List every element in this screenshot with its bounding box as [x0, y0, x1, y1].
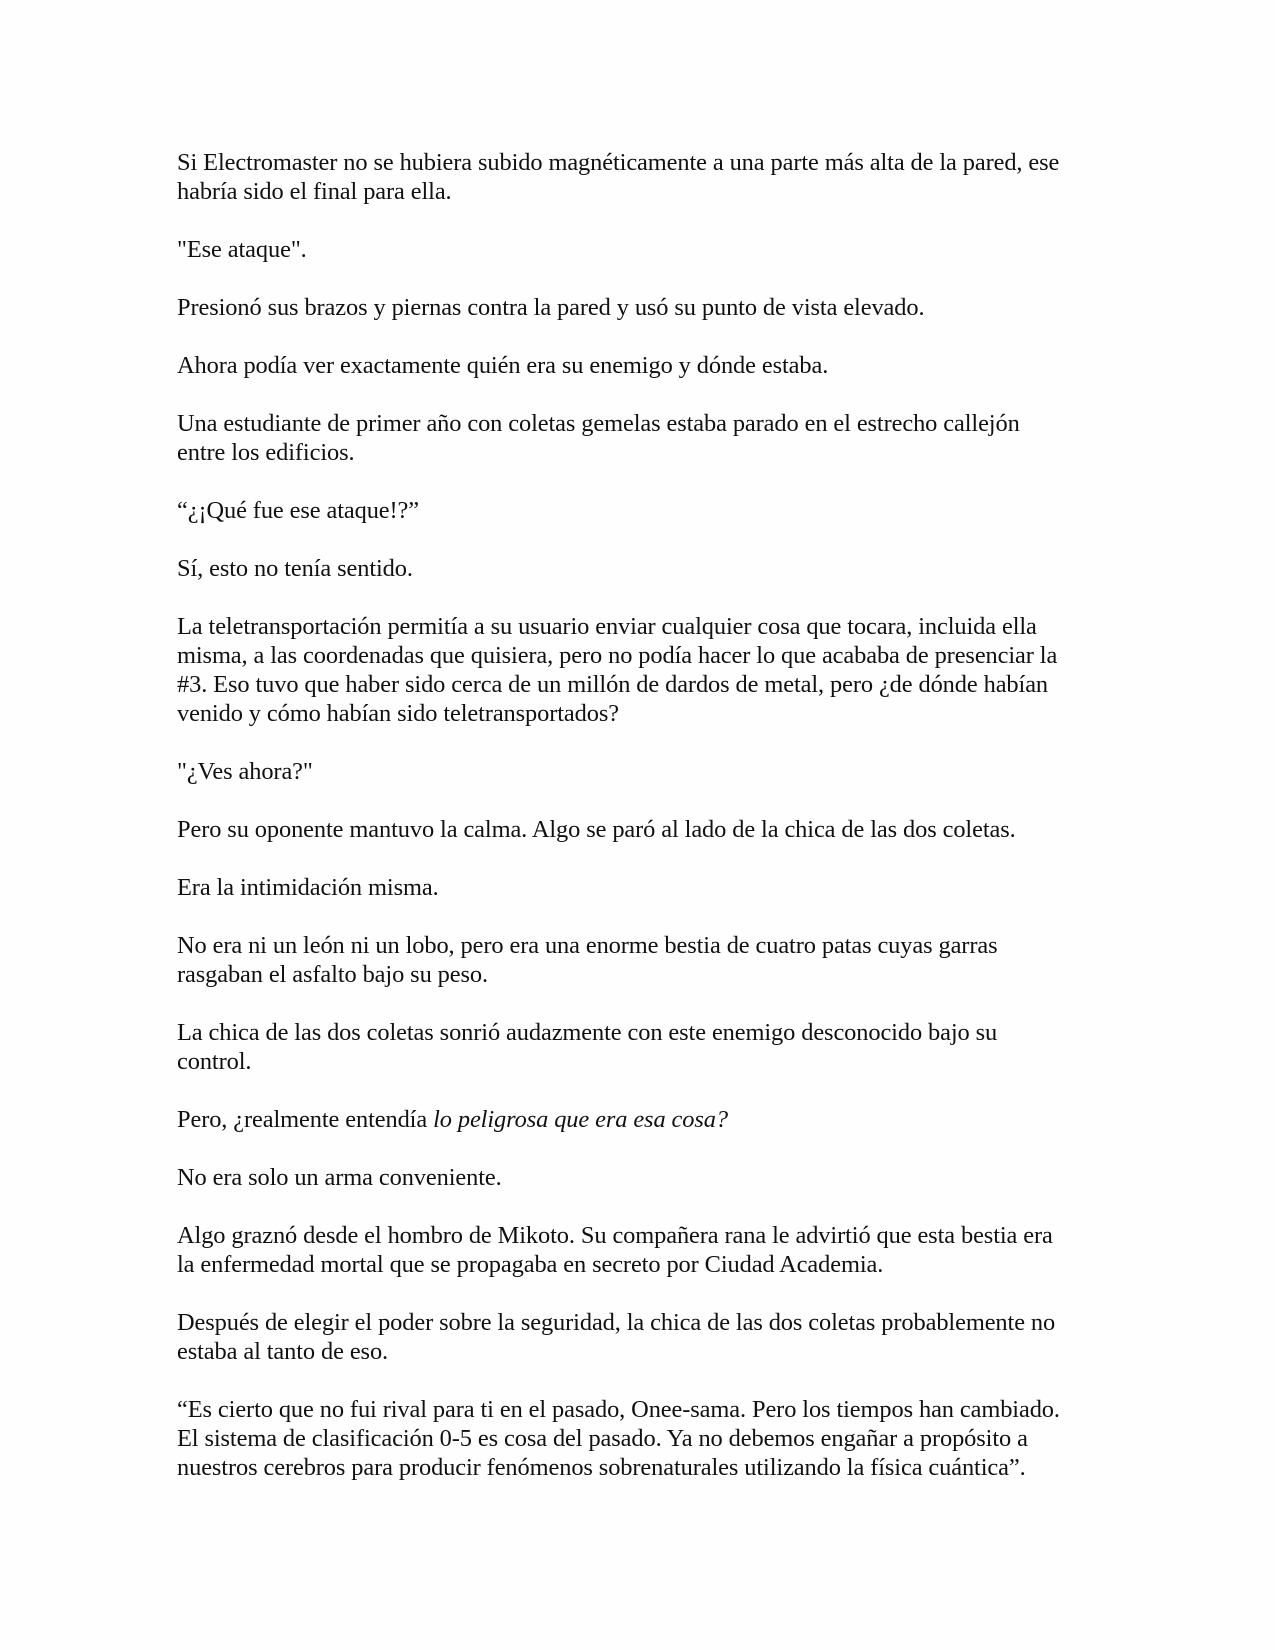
paragraph: [177, 409, 1107, 467]
text-line: "Ese ataque".: [177, 236, 307, 263]
paragraph: [177, 496, 1107, 525]
text-line: rasgaban el asfalto bajo su peso.: [177, 961, 488, 988]
text-line: habría sido el final para ella.: [177, 178, 452, 205]
text-line: No era ni un león ni un lobo, pero era una enorme bestia de cuatro patas cuyas garras: [177, 932, 998, 959]
paragraph: [177, 351, 1107, 380]
text-line: Después de elegir el poder sobre la seguridad, la chica de las dos coletas probablemente no: [177, 1309, 1056, 1336]
text-line: Ahora podía ver exactamente quién era su enemigo y dónde estaba.: [177, 352, 829, 379]
paragraph: [177, 612, 1107, 728]
paragraph: [177, 1105, 1107, 1134]
normal-text: Pero, ¿realmente entendía: [177, 1106, 434, 1133]
text-line: La chica de las dos coletas sonrió audazmente con este enemigo desconocido bajo su: [177, 1019, 998, 1046]
text-line: venido y cómo habían sido teletransportados?: [177, 700, 619, 727]
paragraph: [177, 815, 1107, 844]
text-line: Era la intimidación misma.: [177, 874, 439, 901]
text-line: control.: [177, 1048, 252, 1075]
text-line: La teletransportación permitía a su usuario enviar cualquier cosa que tocara, incluida ella: [177, 613, 1037, 640]
paragraph: [177, 1308, 1107, 1366]
paragraph: [177, 554, 1107, 583]
paragraph: [177, 873, 1107, 902]
paragraph: [177, 1018, 1107, 1076]
text-line: [177, 1105, 1107, 1134]
text-line: Algo graznó desde el hombro de Mikoto. Su compañera rana le advirtió que esta bestia era: [177, 1222, 1053, 1249]
paragraph: [177, 1163, 1107, 1192]
paragraph: [177, 757, 1107, 786]
text-line: Pero su oponente mantuvo la calma. Algo se paró al lado de la chica de las dos coletas.: [177, 816, 1016, 843]
text-line: misma, a las coordenadas que quisiera, pero no podía hacer lo que acababa de presenciar la: [177, 642, 1058, 669]
paragraph: [177, 931, 1107, 989]
paragraph: [177, 293, 1107, 322]
text-line: “Es cierto que no fui rival para ti en el pasado, Onee-sama. Pero los tiempos han cambiado.: [177, 1396, 1060, 1423]
italic-text: lo peligrosa que era esa cosa?: [433, 1106, 728, 1133]
text-line: nuestros cerebros para producir fenómenos sobrenaturales utilizando la física cuántica”.: [177, 1454, 1026, 1481]
text-line: “¿¡Qué fue ese ataque!?”: [177, 497, 420, 524]
paragraph: [177, 235, 1107, 264]
text-line: #3. Eso tuvo que haber sido cerca de un millón de dardos de metal, pero ¿de dónde habían: [177, 671, 1049, 698]
text-line: No era solo un arma conveniente.: [177, 1164, 502, 1191]
paragraph: [177, 1221, 1107, 1279]
text-line: Una estudiante de primer año con coletas gemelas estaba parado en el estrecho callejón: [177, 410, 1020, 437]
text-line: entre los edificios.: [177, 439, 355, 466]
paragraph: [177, 148, 1107, 206]
text-line: la enfermedad mortal que se propagaba en secreto por Ciudad Academia.: [177, 1251, 884, 1278]
text-line: Si Electromaster no se hubiera subido magnéticamente a una parte más alta de la pared, ese: [177, 149, 1060, 176]
text-line: Sí, esto no tenía sentido.: [177, 555, 413, 582]
text-line: "¿Ves ahora?": [177, 758, 313, 785]
paragraph: [177, 1395, 1107, 1482]
text-line: estaba al tanto de eso.: [177, 1338, 389, 1365]
text-line: Presionó sus brazos y piernas contra la pared y usó su punto de vista elevado.: [177, 294, 925, 321]
text-line: El sistema de clasificación 0-5 es cosa del pasado. Ya no debemos engañar a propósito a: [177, 1425, 1028, 1452]
